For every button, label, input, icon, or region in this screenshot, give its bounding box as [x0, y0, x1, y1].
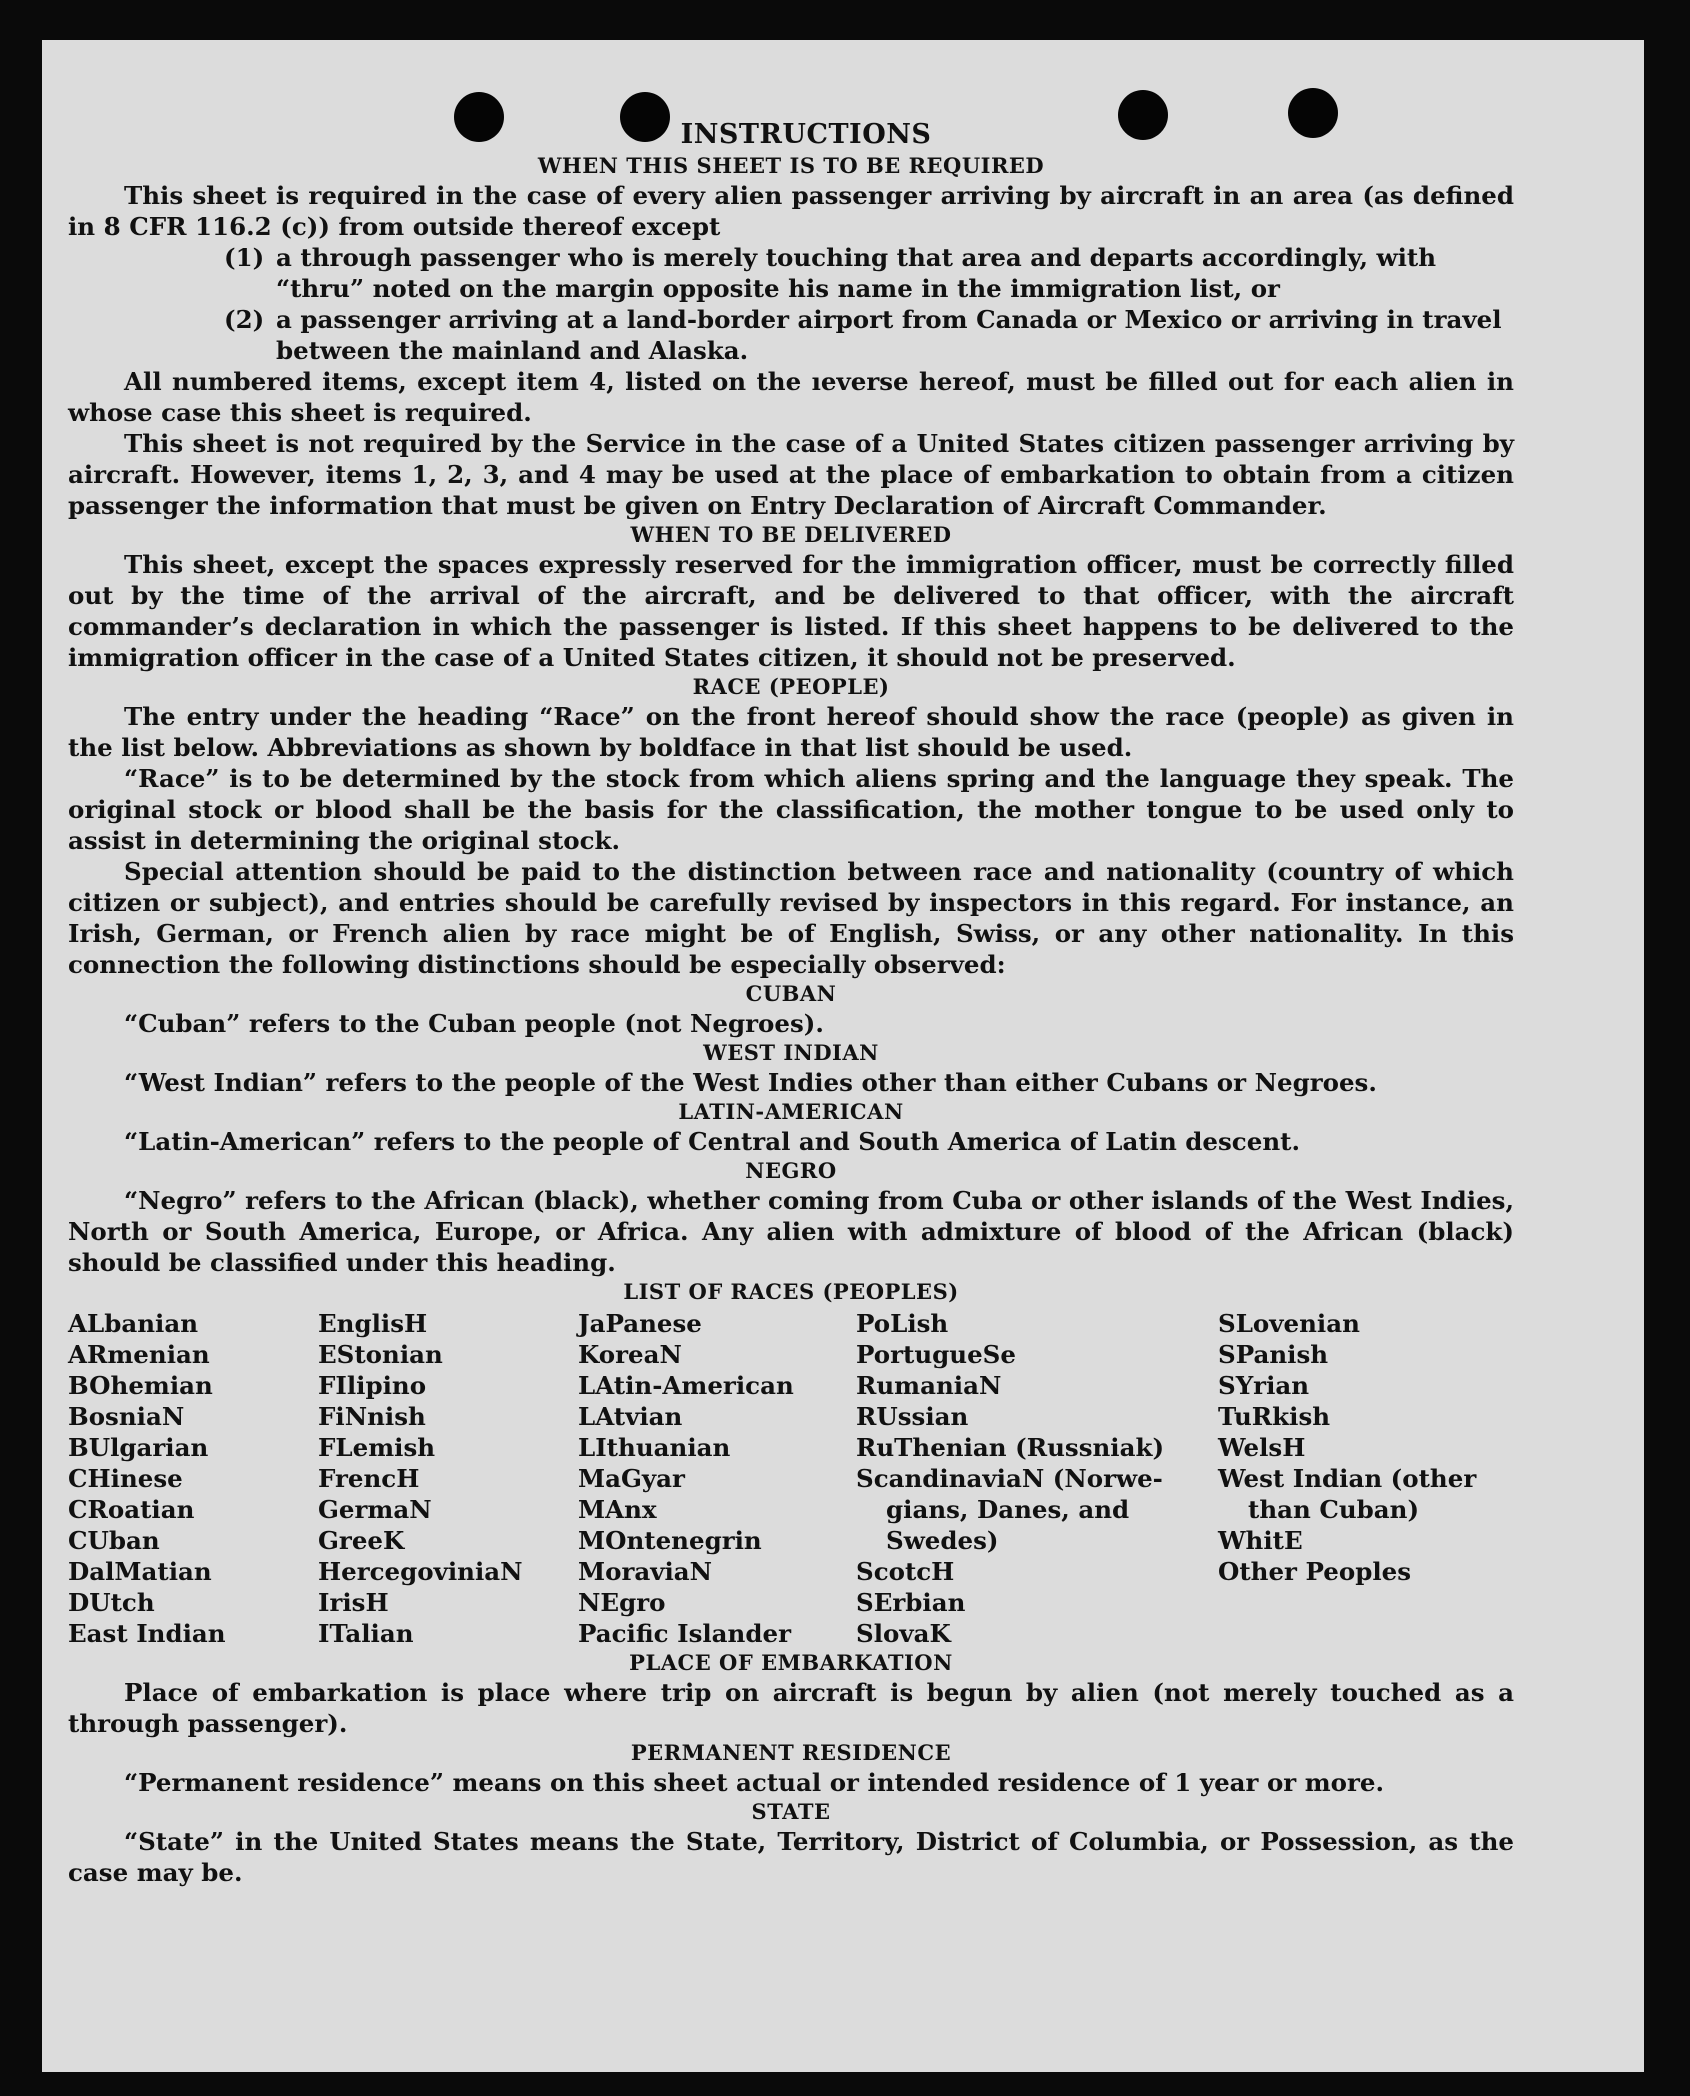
races-column	[1218, 1308, 1514, 1649]
race-entry: Pacific Islander	[578, 1619, 791, 1648]
section-heading: LIST OF RACES (PEOPLES)	[623, 1279, 959, 1304]
paragraph: Place of embarkation is place where trip on aircraft is begun by alien (not merely touched as a through passenger).	[68, 1678, 1514, 1738]
race-entry: MaGyar	[578, 1464, 685, 1493]
race-entry: DalMatian	[68, 1557, 212, 1586]
item-number: (2)	[224, 305, 265, 334]
race-entry: WhitE	[1218, 1526, 1303, 1555]
race-entry: FLemish	[318, 1433, 436, 1462]
section-heading: STATE	[751, 1799, 831, 1824]
section-heading: NEGRO	[745, 1158, 837, 1183]
race-entry: BOhemian	[68, 1371, 213, 1400]
race-entry: FIlipino	[318, 1371, 427, 1400]
race-entry: FiNnish	[318, 1402, 426, 1431]
race-entry: MAnx	[578, 1495, 657, 1524]
paragraph: Special attention should be paid to the distinction between race and nationality (country of which citizen or subject), and entries should be carefully revised by inspectors in this regard. For instance, an Irish, German, or French alien by race might be of English, Swiss, or any other nationality. In this connection the following distinctions should be especially observed:	[68, 857, 1514, 979]
race-entry: GermaN	[318, 1495, 432, 1524]
race-entry: RUssian	[856, 1402, 969, 1431]
race-entry: KoreaN	[578, 1340, 682, 1369]
race-entry: LIthuanian	[578, 1433, 731, 1462]
race-entry: PoLish	[856, 1309, 949, 1338]
item-text: a passenger arriving at a land-border airport from Canada or Mexico or arriving in travel between the mainland and Alaska.	[276, 305, 1502, 365]
race-entry: NEgro	[578, 1588, 666, 1617]
races-column	[578, 1308, 856, 1649]
paragraph: “Cuban” refers to the Cuban people (not Negroes).	[124, 1009, 824, 1038]
section-heading: WEST INDIAN	[703, 1040, 879, 1065]
item-number: (1)	[224, 243, 265, 272]
item-text: a through passenger who is merely touching that area and departs accordingly, with “thru” noted on the margin opposite his name in the immigration list, or	[276, 243, 1437, 303]
race-entry: SLovenian	[1218, 1309, 1360, 1338]
race-entry: ITalian	[318, 1619, 414, 1648]
race-entry: SErbian	[856, 1588, 966, 1617]
race-entry: IrisH	[318, 1588, 389, 1617]
race-entry: EStonian	[318, 1340, 443, 1369]
race-entry: TuRkish	[1218, 1402, 1331, 1431]
race-entry: PortugueSe	[856, 1340, 1016, 1369]
races-list	[68, 1308, 1514, 1649]
race-entry: BosniaN	[68, 1402, 185, 1431]
race-entry: MoraviaN	[578, 1557, 713, 1586]
race-entry: ScotcH	[856, 1557, 955, 1586]
paragraph: “State” in the United States means the State, Territory, District of Columbia, or Possession, as the case may be.	[68, 1827, 1514, 1887]
race-entry: gians, Danes, and	[886, 1495, 1130, 1524]
race-entry: East Indian	[68, 1619, 226, 1648]
race-entry: SPanish	[1218, 1340, 1329, 1369]
race-entry: LAtin-American	[578, 1371, 794, 1400]
document-sheet	[42, 40, 1644, 2072]
list-item	[224, 304, 1514, 366]
races-column	[856, 1308, 1218, 1649]
race-entry: CRoatian	[68, 1495, 195, 1524]
races-column	[318, 1308, 578, 1649]
paragraph: This sheet is required in the case of every alien passenger arriving by aircraft in an area (as defined in 8 CFR 116.2 (c)) from outside thereof except	[68, 181, 1514, 241]
section-heading: RACE (PEOPLE)	[692, 674, 890, 699]
race-entry: GreeK	[318, 1526, 405, 1555]
race-entry: West Indian (other	[1218, 1464, 1477, 1493]
race-entry: WelsH	[1218, 1433, 1306, 1462]
race-entry: JaPanese	[578, 1309, 702, 1338]
race-entry: ARmenian	[68, 1340, 210, 1369]
paragraph: “West Indian” refers to the people of the West Indies other than either Cubans or Negroes.	[124, 1068, 1377, 1097]
race-entry: ScandinaviaN (Norwe-	[856, 1464, 1163, 1493]
race-entry: MOntenegrin	[578, 1526, 762, 1555]
race-entry: Swedes)	[886, 1526, 999, 1555]
race-entry: CHinese	[68, 1464, 183, 1493]
race-entry: Other Peoples	[1218, 1557, 1412, 1586]
race-entry: BUlgarian	[68, 1433, 209, 1462]
race-entry: RuThenian (Russniak)	[856, 1433, 1165, 1462]
section-heading: LATIN-AMERICAN	[678, 1099, 904, 1124]
race-entry: HercegoviniaN	[318, 1557, 523, 1586]
paragraph: This sheet, except the spaces expressly reserved for the immigration officer, must be correctly filled out by the time of the arrival of the aircraft, and be delivered to that officer, with the aircraft commander’s declaration in which the passenger is listed. If this sheet happens to be delivered to the immigration officer in the case of a United States citizen, it should not be preserved.	[68, 550, 1514, 672]
paragraph: The entry under the heading “Race” on the front hereof should show the race (people) as given in the list below. Abbreviations as shown by boldface in that list should be used.	[68, 702, 1514, 762]
section-heading: WHEN THIS SHEET IS TO BE REQUIRED	[537, 153, 1045, 178]
race-entry: ALbanian	[68, 1309, 199, 1338]
paragraph: “Latin-American” refers to the people of Central and South America of Latin descent.	[124, 1127, 1300, 1156]
race-entry: SYrian	[1218, 1371, 1310, 1400]
race-entry: than Cuban)	[1248, 1495, 1420, 1524]
section-heading: PLACE OF EMBARKATION	[629, 1650, 953, 1675]
race-entry: RumaniaN	[856, 1371, 1002, 1400]
instructions-content	[68, 118, 1514, 1888]
section-heading: PERMANENT RESIDENCE	[630, 1740, 952, 1765]
race-entry: SlovaK	[856, 1619, 951, 1648]
race-entry: FrencH	[318, 1464, 420, 1493]
race-entry: CUban	[68, 1526, 160, 1555]
section-heading: WHEN TO BE DELIVERED	[630, 522, 952, 547]
race-entry: LAtvian	[578, 1402, 683, 1431]
paragraph: “Permanent residence” means on this sheet actual or intended residence of 1 year or more.	[124, 1768, 1385, 1797]
paragraph: This sheet is not required by the Service in the case of a United States citizen passenger arriving by aircraft. However, items 1, 2, 3, and 4 may be used at the place of embarkation to obtain from a citizen passenger the information that must be given on Entry Declaration of Aircraft Commander.	[68, 429, 1514, 520]
section-heading: CUBAN	[745, 981, 837, 1006]
race-entry: DUtch	[68, 1588, 155, 1617]
paragraph: “Negro” refers to the African (black), whether coming from Cuba or other islands of the West Indies, North or South America, Europe, or Africa. Any alien with admixture of blood of the African (black) should be classified under this heading.	[68, 1186, 1514, 1277]
page-title: INSTRUCTIONS	[680, 119, 932, 150]
races-column	[68, 1308, 318, 1649]
list-item	[224, 242, 1514, 304]
paragraph: “Race” is to be determined by the stock from which aliens spring and the language they speak. The original stock or blood shall be the basis for the classification, the mother tongue to be used only to assist in determining the original stock.	[68, 764, 1514, 855]
race-entry: EnglisH	[318, 1309, 428, 1338]
paragraph: All numbered items, except item 4, listed on the ıeverse hereof, must be filled out for each alien in whose case this sheet is required.	[68, 367, 1514, 427]
